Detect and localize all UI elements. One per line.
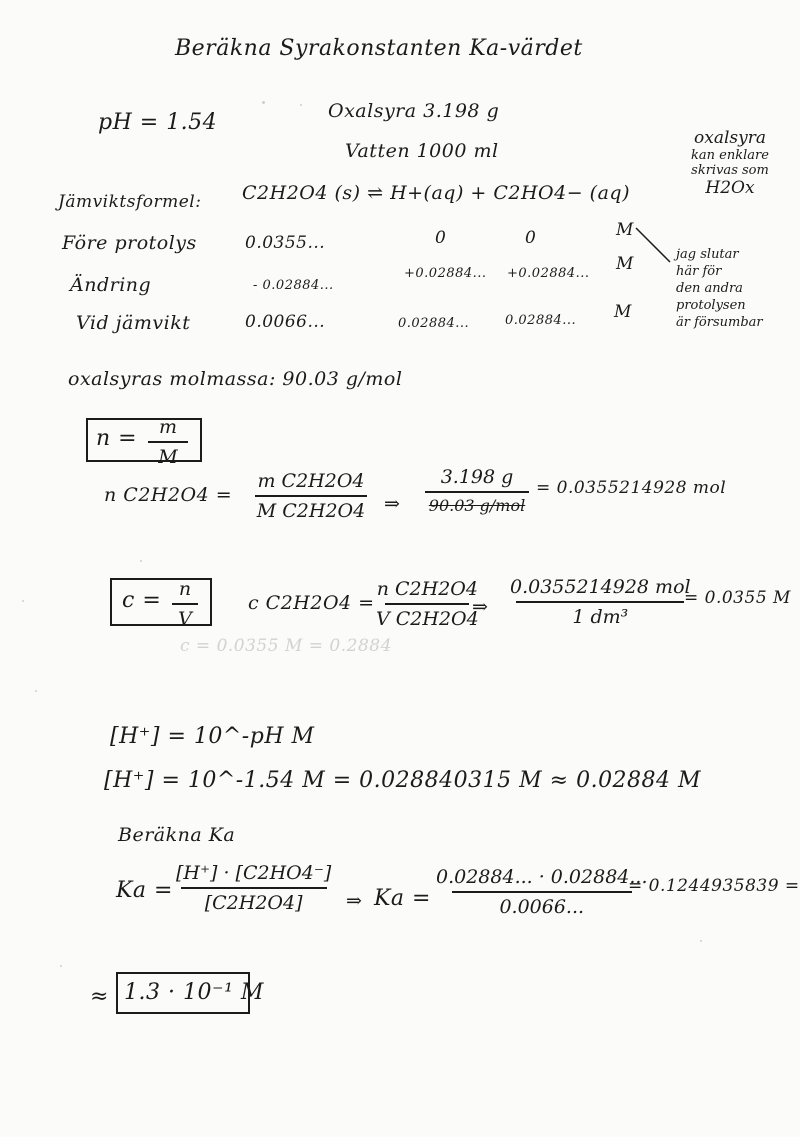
page-title: Beräkna Syrakonstanten Ka-värdet (175, 36, 583, 61)
approx-sign: ≈ (90, 984, 109, 1009)
ph-given: pH = 1.54 (98, 110, 218, 135)
equilibrium-equation: C2H2O4 (s) ⇌ H+(aq) + C2HO4− (aq) (242, 182, 631, 204)
row-andring-unit: M (616, 254, 634, 274)
ka-value-fraction: 0.02884... · 0.02884... 0.0066... (436, 866, 648, 918)
concentration-lhs: c C2H2O4 = (248, 592, 375, 614)
concentration-result: = 0.0355 M (684, 588, 791, 608)
amount-fraction: m C2H2O4 M C2H2O4 (256, 470, 366, 522)
row-label-fore: Före protolys (62, 232, 197, 254)
row-andring-c2: +0.02884... (404, 266, 487, 281)
row-andring-c1: - 0.02884... (253, 278, 334, 293)
amount-lhs: n C2H2O4 = (104, 484, 233, 506)
hydrogen-formula: [H⁺] = 10^-pH M (110, 724, 315, 749)
side-note-oxalsyra: oxalsyra kan enklare skrivas som H2Ox (691, 128, 769, 198)
hydrogen-value: [H⁺] = 10^-1.54 M = 0.028840315 M ≈ 0.02884 M (104, 768, 702, 793)
formula-box-c: c = n V (110, 578, 212, 626)
concentration-fraction: n C2H2O4 V C2H2O4 (376, 578, 479, 630)
final-answer-box (116, 972, 264, 1014)
equilibrium-label: Jämviktsformel: (58, 192, 202, 212)
ka-heading: Beräkna Ka (118, 824, 236, 846)
ghost-text: c = 0.0355 M = 0.2884 (180, 636, 392, 656)
row-jamvikt-unit: M (614, 302, 632, 322)
concentration-value-fraction: 0.0355214928 mol 1 dm³ (510, 576, 691, 628)
row-andring-c3: +0.02884... (507, 266, 590, 281)
ka-lhs: Ka = (116, 878, 173, 903)
final-answer: 1.3 · 10⁻¹ M (124, 980, 264, 1005)
row-fore-c1: 0.0355... (245, 233, 326, 253)
note-pointer-line (634, 226, 674, 266)
row-label-jamvikt: Vid jämvikt (76, 312, 191, 334)
amount-result: = 0.0355214928 mol (536, 478, 727, 498)
row-jamvikt-c3: 0.02884... (505, 313, 577, 328)
acid-mass: Oxalsyra 3.198 g (328, 100, 500, 122)
molar-mass: oxalsyras molmassa: 90.03 g/mol (68, 368, 403, 390)
ka-fraction: [H⁺] · [C2HO4⁻] [C2H2O4] (176, 862, 332, 914)
row-jamvikt-c1: 0.0066... (245, 312, 326, 332)
ka-arrow: ⇒ (346, 890, 363, 912)
row-fore-c3: 0 (525, 228, 537, 248)
side-note-protolys: jag slutar här för den andra protolysen är försumbar (676, 247, 763, 330)
row-fore-c2: 0 (435, 228, 447, 248)
ka-result: = 0.1244935839 = (628, 876, 800, 896)
amount-value-fraction: 3.198 g 90.03 g/mol (425, 466, 529, 515)
row-jamvikt-c2: 0.02884... (398, 316, 470, 331)
water-volume: Vatten 1000 ml (345, 140, 499, 162)
row-fore-unit: M (616, 220, 634, 240)
row-label-andring: Ändring (70, 274, 152, 296)
formula-box-n: n = m M (86, 418, 202, 462)
ka-lhs-2: Ka = (374, 886, 431, 911)
amount-arrow: ⇒ (384, 493, 401, 515)
concentration-arrow: ⇒ (472, 596, 489, 618)
